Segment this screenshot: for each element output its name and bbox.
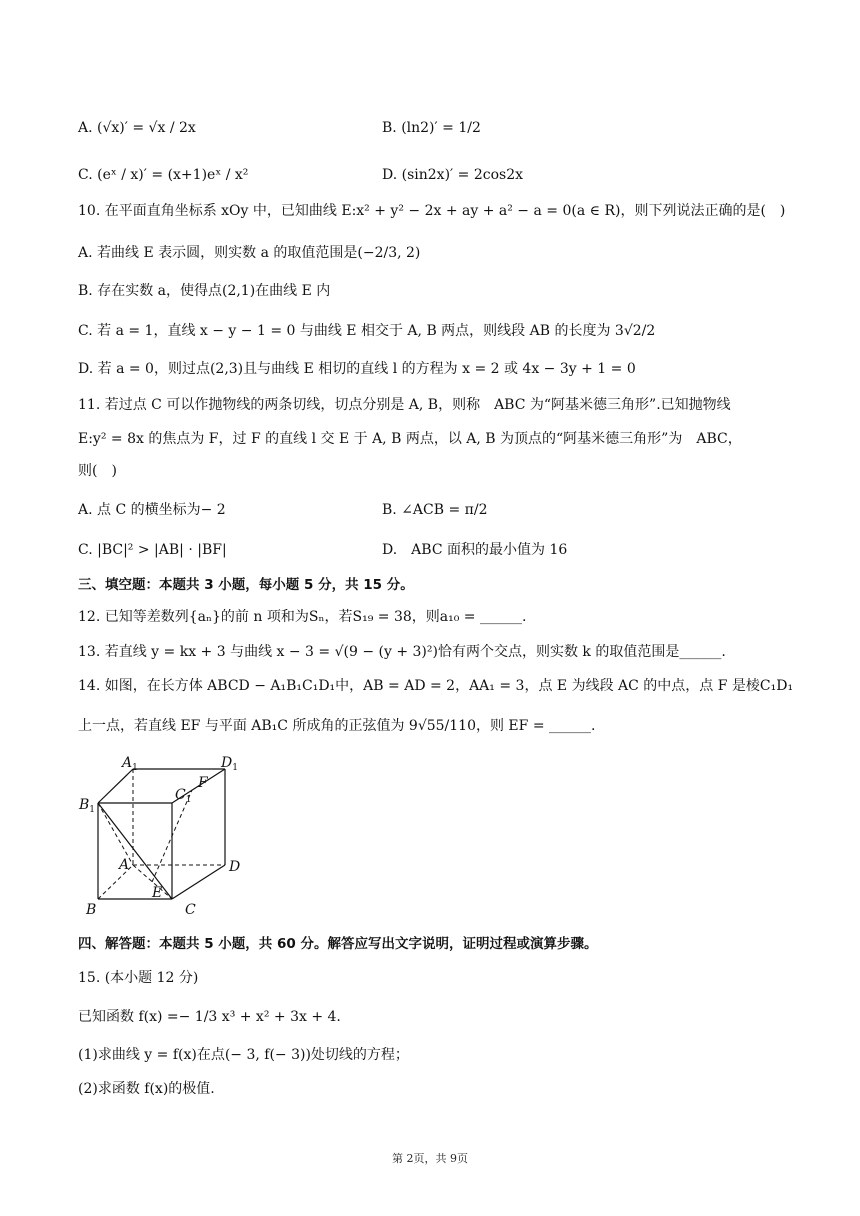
label-a: A — [119, 857, 130, 873]
q15-function: 已知函数 f(x) =− 1/3 x³ + x² + 3x + 4. — [78, 1009, 341, 1025]
q14-line2: 上一点，若直线 EF 与平面 AB₁C 所成角的正弦值为 9√55/110，则 EF = ______. — [78, 718, 596, 734]
q15-part2: (2)求函数 f(x)的极值. — [78, 1081, 215, 1097]
q9-option-d: D. (sin2x)′ = 2cos2x — [382, 167, 524, 183]
q11-option-c: C. |BC|² > |AB| · |BF| — [78, 542, 227, 558]
edge-b1a1 — [98, 769, 133, 803]
q11-option-d: D. ABC 面积的最小值为 16 — [382, 542, 568, 558]
q15-part1: (1)求曲线 y = f(x)在点(− 3, f(− 3))处切线的方程； — [78, 1047, 409, 1063]
label-b1: $B_1$ — [79, 797, 96, 815]
q10-stem: 10. 在平面直角坐标系 xOy 中，已知曲线 E:x² + y² − 2x + ay + a² − a = 0(a ∈ R)，则下列说法正确的是( ) — [78, 203, 786, 219]
edge-cd — [172, 865, 225, 899]
label-e: E — [152, 885, 163, 901]
q11-stem-line1: 11. 若过点 C 可以作抛物线的两条切线，切点分别是 A, B，则称 ABC 为“阿基米德三角形”.已知抛物线 — [78, 397, 731, 413]
q11-option-b: B. ∠ACB = π/2 — [382, 502, 488, 518]
q13: 13. 若直线 y = kx + 3 与曲线 x − 3 = √(9 − (y + 3)²)恰有两个交点，则实数 k 的取值范围是______. — [78, 644, 726, 660]
q10-option-d: D. 若 a = 0，则过点(2,3)且与曲线 E 相切的直线 l 的方程为 x = 2 或 4x − 3y + 1 = 0 — [78, 361, 636, 377]
q10-option-c: C. 若 a = 1，直线 x − y − 1 = 0 与曲线 E 相交于 A, B 两点，则线段 AB 的长度为 3√2/2 — [78, 323, 656, 339]
q12: 12. 已知等差数列{aₙ}的前 n 项和为Sₙ，若S₁₉ = 38，则a₁₀ = ______. — [78, 609, 527, 625]
label-b: B — [86, 902, 97, 918]
label-c: C — [185, 902, 196, 918]
q11-stem-line2: E:y² = 8x 的焦点为 F，过 F 的直线 l 交 E 于 A, B 两点，以 A, B 为顶点的“阿基米德三角形”为 ABC， — [78, 431, 742, 447]
section3-heading: 三、填空题：本题共 3 小题，每小题 5 分，共 15 分。 — [78, 577, 414, 593]
segment-b1a — [98, 803, 133, 865]
label-f: F — [198, 775, 208, 791]
q14-line1: 14. 如图，在长方体 ABCD − A₁B₁C₁D₁中，AB = AD = 2，AA₁ = 3，点 E 为线段 AC 的中点，点 F 是棱C₁D₁ — [78, 678, 794, 694]
label-a1: $A_1$ — [122, 755, 138, 773]
q10-option-a: A. 若曲线 E 表示圆，则实数 a 的取值范围是(−2/3, 2) — [78, 245, 421, 261]
q11-option-a: A. 点 C 的横坐标为− 2 — [78, 502, 226, 518]
q9-option-c: C. (eˣ / x)′ = (x+1)eˣ / x² — [78, 167, 249, 183]
page-footer: 第 2页，共 9页 — [392, 1152, 468, 1165]
section4-heading: 四、解答题：本题共 5 小题，共 60 分。解答应写出文字说明，证明过程或演算步骤。 — [78, 936, 598, 952]
label-d: D — [229, 859, 241, 875]
q15-title: 15. (本小题 12 分) — [78, 970, 199, 986]
cuboid-figure — [76, 752, 256, 918]
label-d1: $D_1$ — [221, 755, 238, 773]
label-c1: $C_1$ — [175, 787, 192, 805]
q11-stem-line3: 则( ) — [78, 463, 117, 479]
q9-option-b: B. (ln2)′ = 1/2 — [382, 120, 481, 136]
q10-option-b: B. 存在实数 a，使得点(2,1)在曲线 E 内 — [78, 283, 331, 299]
q9-option-a: A. (√x)′ = √x / 2x — [78, 120, 196, 136]
